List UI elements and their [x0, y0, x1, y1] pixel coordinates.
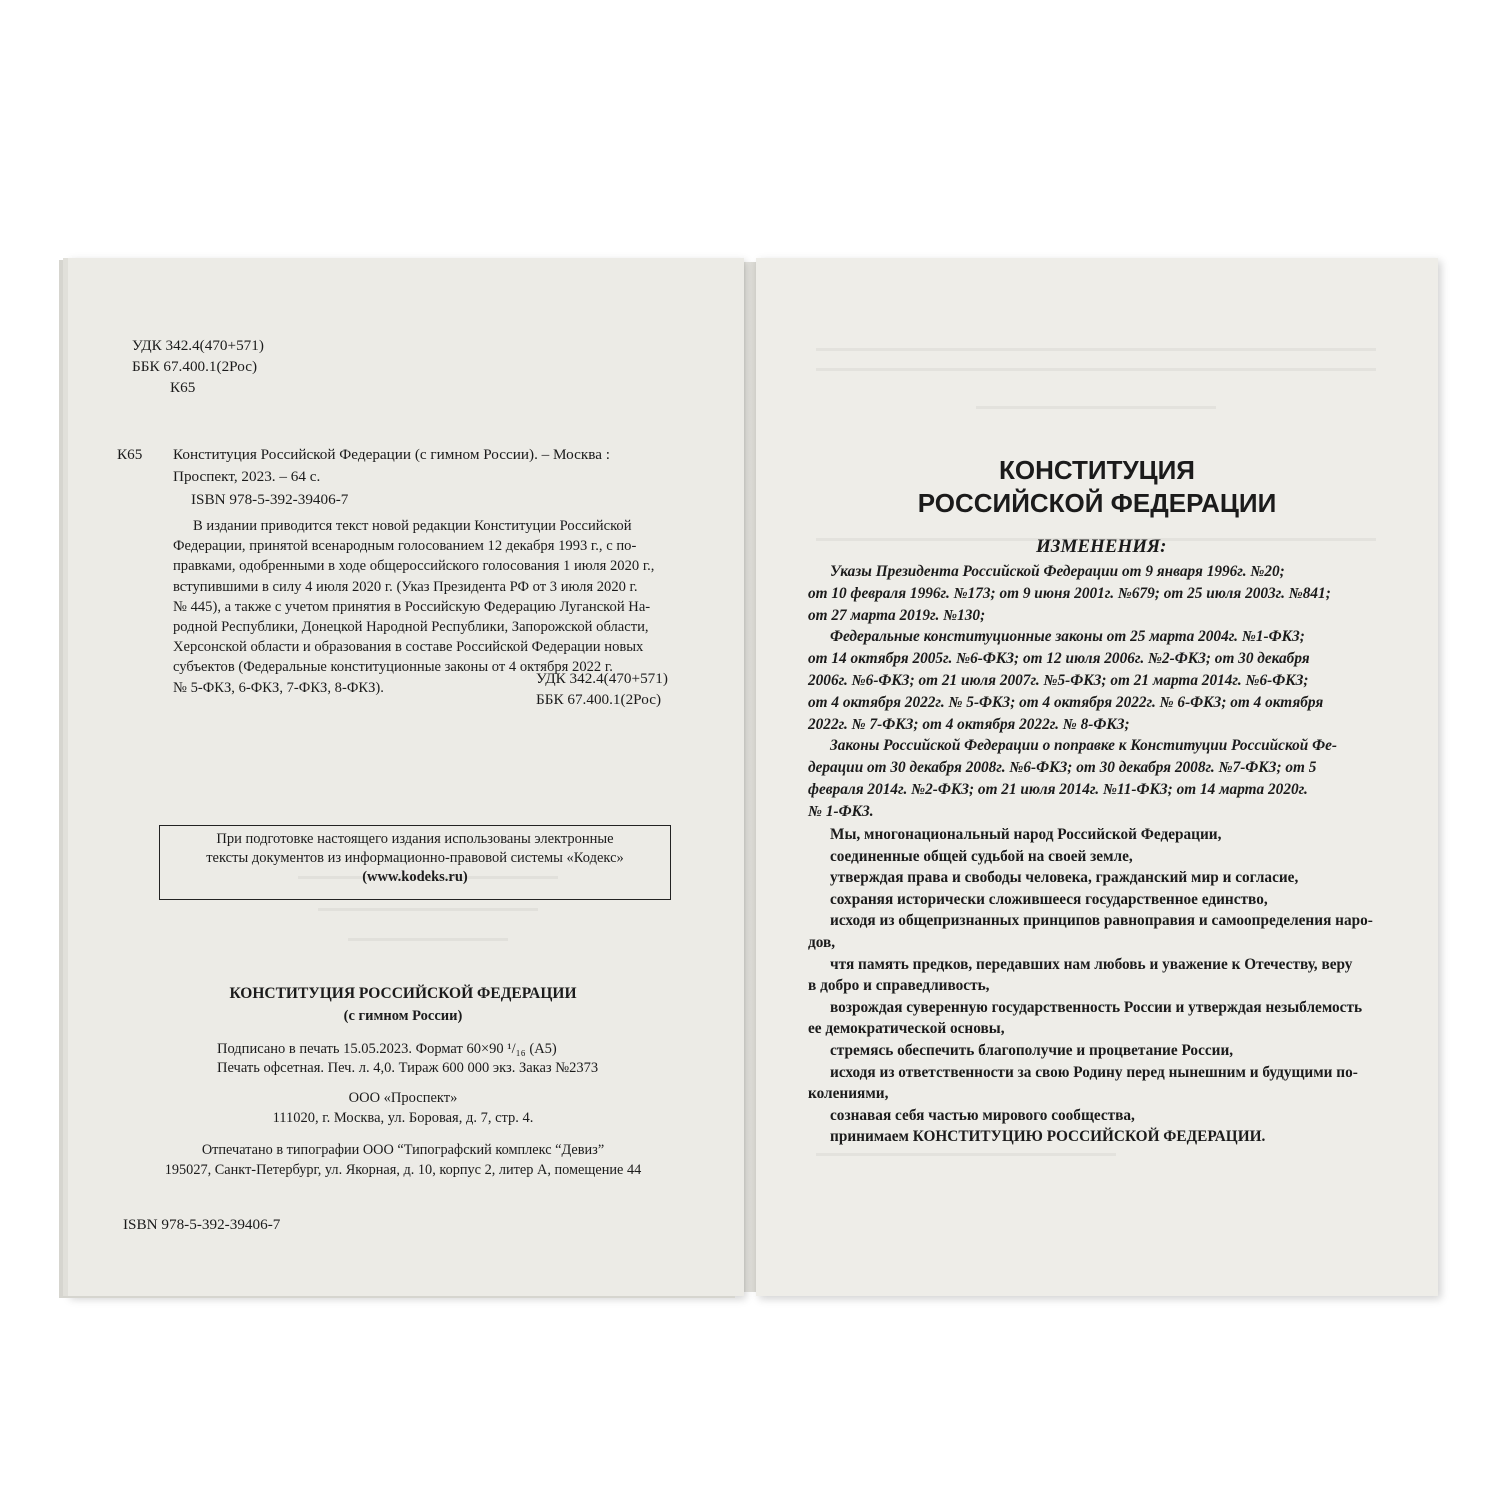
imprint-title: КОНСТИТУЦИЯ РОССИЙСКОЙ ФЕДЕРАЦИИ — [229, 985, 577, 1002]
preamble — [808, 824, 1393, 1148]
preamble-line: исходя из общепризнанных принципов равноправия и самоопределения наро- — [830, 912, 1373, 930]
preamble-line: принимаем КОНСТИТУЦИЮ РОССИЙСКОЙ ФЕДЕРАЦИИ. — [830, 1128, 1266, 1146]
preamble-line: колениями, — [808, 1085, 889, 1103]
print-details: Печать офсетная. Печ. л. 4,0. Тираж 600 000 экз. Заказ №2373 — [217, 1060, 599, 1076]
annotation-line: Федерации, принятой всенародным голосованием 12 декабря 1993 г., с по- — [173, 538, 637, 555]
annotation-line: вступившими в силу 4 июля 2020 г. (Указ Президента РФ от 3 июля 2020 г. — [173, 578, 638, 595]
udk-code-bottom: УДК 342.4(470+571) — [536, 670, 668, 687]
changes-line: № 1-ФКЗ. — [808, 802, 874, 820]
signed-for-print: Подписано в печать 15.05.2023. Формат 60×90 ¹/₁₆ (А5) — [217, 1041, 557, 1057]
preamble-line: исходя из ответственности за свою Родину перед нынешним и будущими по- — [830, 1063, 1358, 1081]
changes-line: 2006г. №6-ФКЗ; от 21 июля 2007г. №5-ФКЗ; от 21 марта 2014г. №6-ФКЗ; — [808, 671, 1309, 689]
preamble-line: ее демократической основы, — [808, 1020, 1005, 1038]
udk-code-top: УДК 342.4(470+571) — [132, 337, 264, 354]
author-mark: К65 — [170, 379, 196, 396]
annotation-line: родной Республики, Донецкой Народной Республики, Запорожской области, — [173, 619, 649, 636]
show-through-mark — [348, 938, 508, 941]
changes-line: 2022г. № 7-ФКЗ; от 4 октября 2022г. № 8-ФКЗ; — [808, 715, 1130, 733]
annotation-line: № 445), а также с учетом принятия в Российскую Федерацию Луганской На- — [173, 598, 651, 615]
changes-line: Федеральные конституционные законы от 25 марта 2004г. №1-ФКЗ; — [830, 628, 1305, 646]
preamble-line: Мы, многонациональный народ Российской Федерации, — [830, 826, 1222, 843]
preamble-line: возрождая суверенную государственность России и утверждая незыблемость — [830, 998, 1363, 1016]
show-through-mark — [298, 876, 558, 879]
show-through-mark — [816, 348, 1376, 351]
bbk-code-bottom: ББК 67.400.1(2Рос) — [536, 691, 662, 708]
annotation-line: правками, одобренными в ходе общероссийского голосования 1 июля 2020 г., — [173, 558, 655, 575]
kodeks-line: При подготовке настоящего издания использованы электронные — [216, 831, 614, 847]
bbk-code-top: ББК 67.400.1(2Рос) — [132, 358, 258, 375]
preamble-line: чтя память предков, передавших нам любовь и уважение к Отечеству, веру — [830, 955, 1353, 973]
left-page-imprint — [68, 258, 744, 1296]
preamble-line: в добро и справедливость, — [808, 977, 990, 995]
show-through-mark — [816, 1153, 1116, 1156]
annotation-line: субъектов (Федеральные конституционные законы от 4 октября 2022 г. — [173, 659, 613, 676]
changes-line: от 27 марта 2019г. №130; — [808, 606, 986, 624]
preamble-line: сознавая себя частью мирового сообщества, — [830, 1106, 1135, 1124]
show-through-mark — [976, 406, 1216, 409]
annotation-line: Херсонской области и образования в составе Российской Федерации новых — [173, 639, 644, 656]
imprint-subtitle: (с гимном России) — [343, 1008, 463, 1024]
changes-line: от 10 февраля 1996г. №173; от 9 июня 2001г. №679; от 25 июля 2003г. №841; — [808, 584, 1331, 602]
changes-line: Законы Российской Федерации о поправке к Конституции Российской Фе- — [830, 737, 1337, 755]
changes-line: дерации от 30 декабря 2008г. №6-ФКЗ; от 30 декабря 2008г. №7-ФКЗ; от 5 — [808, 759, 1317, 777]
constitution-title-line1: КОНСТИТУЦИЯ — [999, 455, 1195, 485]
bibliographic-entry-line1: Конституция Российской Федерации (с гимном России). – Москва : — [173, 446, 611, 463]
bibliographic-entry-line2: Проспект, 2023. – 64 с. — [173, 468, 321, 485]
constitution-title-line2: РОССИЙСКОЙ ФЕДЕРАЦИИ — [917, 488, 1277, 518]
annotation-line: № 5-ФКЗ, 6-ФКЗ, 7-ФКЗ, 8-ФКЗ). — [173, 679, 384, 696]
kodeks-source-box — [159, 825, 671, 900]
isbn-bottom: ISBN 978-5-392-39406-7 — [123, 1216, 281, 1233]
isbn-line: ISBN 978-5-392-39406-7 — [191, 491, 349, 508]
publisher-address: 111020, г. Москва, ул. Боровая, д. 7, стр. 4. — [272, 1110, 534, 1126]
changes-line: от 14 октября 2005г. №6-ФКЗ; от 12 июля 2006г. №2-ФКЗ; от 30 декабря — [808, 650, 1310, 668]
changes-heading: ИЗМЕНЕНИЯ: — [1036, 536, 1167, 557]
preamble-line: соединенные общей судьбой на своей земле, — [830, 847, 1133, 865]
printer-address: 195027, Санкт-Петербург, ул. Якорная, д. 10, корпус 2, литер А, помещение 44 — [164, 1162, 642, 1178]
printer-line: Отпечатано в типографии ООО “Типографский комплекс “Девиз” — [201, 1142, 605, 1158]
changes-line: февраля 2014г. №2-ФКЗ; от 21 июля 2014г. №11-ФКЗ; от 14 марта 2020г. — [808, 780, 1308, 798]
annotation-line: В издании приводится текст новой редакции Конституции Российской — [193, 518, 632, 534]
kodeks-line: тексты документов из информационно-правовой системы «Кодекс» — [206, 850, 624, 866]
changes-list — [808, 561, 1393, 823]
changes-line: от 4 октября 2022г. № 5-ФКЗ; от 4 октября 2022г. № 6-ФКЗ; от 4 октября — [808, 693, 1324, 711]
preamble-line: стремясь обеспечить благополучие и процветание России, — [830, 1041, 1234, 1059]
publisher-name: ООО «Проспект» — [348, 1090, 458, 1106]
kodeks-url: (www.kodeks.ru) — [362, 869, 468, 885]
preamble-line: сохраняя исторически сложившееся государственное единство, — [830, 890, 1268, 908]
preamble-line: дов, — [808, 933, 836, 951]
changes-line: Указы Президента Российской Федерации от 9 января 1996г. №20; — [830, 563, 1285, 580]
show-through-mark — [318, 908, 538, 911]
show-through-mark — [816, 368, 1376, 371]
right-page-constitution — [756, 258, 1438, 1296]
preamble-line: утверждая права и свободы человека, гражданский мир и согласие, — [830, 869, 1299, 887]
entry-mark: К65 — [117, 446, 143, 463]
